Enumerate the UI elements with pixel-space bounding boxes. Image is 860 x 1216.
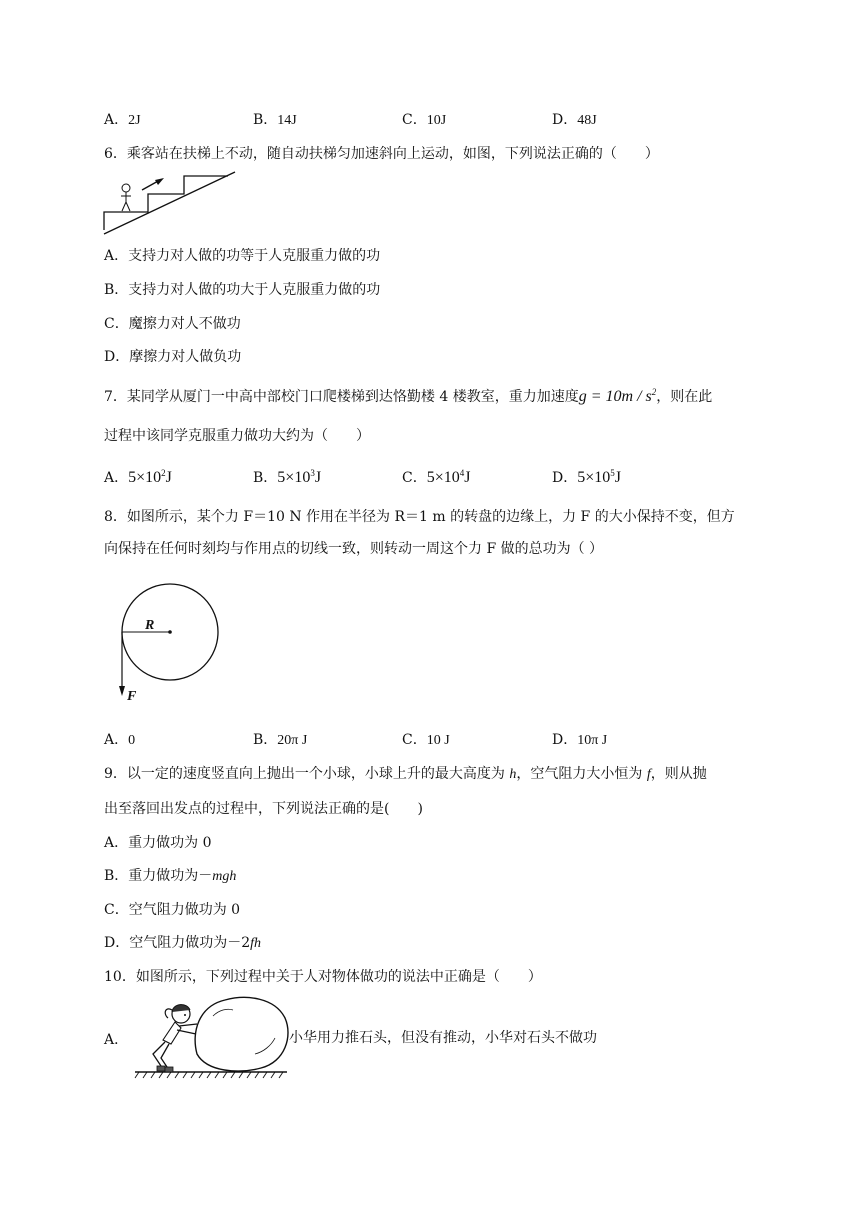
q6-stem: 6．乘客站在扶梯上不动，随自动扶梯匀加速斜向上运动，如图，下列说法正确的（ ）	[104, 146, 659, 162]
q7-option-c: C．$5\times 10^4J$	[402, 468, 471, 486]
q7-option-a: A．$5\times 10^2J$	[104, 468, 172, 486]
q5-option-b: B．14J	[253, 112, 297, 128]
q8-option-b: B．20π J	[253, 732, 308, 748]
q10-stem: 10．如图所示，下列过程中关于人对物体做功的说法中正确是（ ）	[104, 969, 542, 985]
q8-option-d: D．10π J	[552, 732, 608, 748]
q6-option-d: D．摩擦力对人做负功	[104, 349, 242, 365]
q6-option-c: C．魔擦力对人不做功	[104, 316, 241, 332]
q9-option-d: D．空气阻力做功为－2fh	[104, 935, 262, 951]
girl-pushing-rock-figure	[135, 992, 290, 1080]
q10-option-a-letter: A．	[104, 1032, 129, 1048]
q6-option-b: B．支持力对人做的功大于人克服重力做的功	[104, 282, 381, 298]
q8-stem-line2: 向保持在任何时刻均与作用点的切线一致，则转动一周这个力 F 做的总功为（ ）	[104, 541, 604, 557]
q8-option-c: C．10 J	[402, 732, 450, 748]
turntable-figure	[110, 584, 225, 704]
radius-label: R	[145, 618, 155, 633]
q7-stem-line2: 过程中该同学克服重力做功大约为（ ）	[104, 428, 370, 444]
escalator-figure	[104, 170, 239, 238]
q8-stem-line1: 8．如图所示，某个力 F＝10 N 作用在半径为 R＝1 m 的转盘的边缘上，力 F 的大小保持不变，但方	[104, 509, 735, 525]
q7-option-d: D．$5\times 10^5J$	[552, 468, 621, 486]
q7-formula: $g = 10m / s^2$	[578, 387, 657, 405]
q7-stem-line1: 7．某同学从厦门一中高中部校门口爬楼梯到达恪勤楼 4 楼教室，重力加速度$g = 10m / s^2$，则在此	[104, 387, 713, 405]
q5-option-c: C．10J	[402, 112, 447, 128]
q6-option-a: A．支持力对人做的功等于人克服重力做的功	[104, 248, 381, 264]
q7-option-b: B．$5\times 10^3J$	[253, 468, 322, 486]
q9-stem-line1: 9．以一定的速度竖直向上抛出一个小球，小球上升的最大高度为 h，空气阻力大小恒为 f，则从抛	[104, 766, 707, 782]
q9-option-b: B．重力做功为－mgh	[104, 868, 237, 884]
q9-stem-line2: 出至落回出发点的过程中，下列说法正确的是( )	[104, 801, 423, 817]
q8-option-a: A．0	[104, 732, 136, 748]
q9-option-c: C．空气阻力做功为 0	[104, 902, 241, 918]
force-label: F	[127, 689, 137, 704]
q9-option-a: A．重力做功为 0	[104, 835, 212, 851]
q5-option-d: D．48J	[552, 112, 597, 128]
q5-option-a: A．2J	[104, 112, 141, 128]
q10-option-a-text: 小华用力推石头，但没有推动，小华对石头不做功	[289, 1030, 597, 1046]
